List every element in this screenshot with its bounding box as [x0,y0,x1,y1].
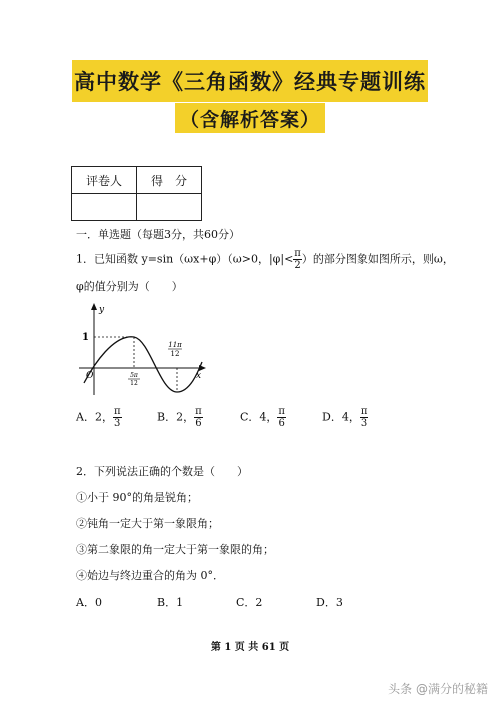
score-table-score-header: 得 分 [137,167,202,194]
graph-label-11pi-den: 12 [170,350,180,358]
graph-sine-curve [84,337,202,392]
q2-option-a[interactable]: A．0 [76,596,102,609]
q1-text-b: ）的部分图象如图所示，则ω， [301,252,454,266]
graph-y-label: y [99,305,105,315]
graph-label-5pi: 5π [130,372,138,379]
q2-option-d[interactable]: D．3 [316,596,343,609]
q2-item-4: ④始边与终边重合的角为 0°． [76,569,224,582]
q1-option-c[interactable]: C．4， $\frac{\pi}{6}$ [240,406,285,429]
q2-item-2: ②钝角一定大于第一象限角； [76,517,219,530]
q2-text: 2．下列说法正确的个数是（ ） [76,465,248,478]
q1-sine-graph [74,300,214,400]
q1-text-a: 1．已知函数 y=sin（ωx+φ）（ω>0，|φ|< [76,252,294,266]
subtitle-banner [0,103,500,133]
score-table-grader-cell [72,194,137,221]
q1-option-b[interactable]: B．2， $\frac{\pi}{6}$ [157,406,202,429]
score-table-grader-header: 评卷人 [72,167,137,194]
q2-option-c[interactable]: C．2 [236,596,263,609]
document-subtitle: （含解析答案） [179,108,320,131]
q2-item-3: ③第二象限的角一定大于第一象限的角； [76,543,274,556]
graph-label-5pi-den: 12 [130,380,138,387]
score-table [71,166,202,221]
title-banner [0,60,500,102]
document-title: 高中数学《三角函数》经典专题训练 [74,69,426,94]
graph-x-label: x [196,371,202,381]
q2-item-1: ①小于 90°的角是锐角； [76,491,198,504]
graph-label-11pi: 11π [168,341,182,349]
q1-option-d[interactable]: D．4， $\frac{\pi}{3}$ [322,406,368,429]
graph-origin-label: O [86,371,94,381]
section-heading: 一．单选题（每题3分，共60分） [76,228,240,241]
page-footer: 第 1 页 共 61 页 [210,642,290,653]
q1-text-line2: φ的值分别为（ ） [76,280,183,293]
score-table-score-cell [137,194,202,221]
q1-option-a[interactable]: A．2， $\frac{\pi}{3}$ [76,406,121,429]
q1-pi-over-two: $\frac{\pi}{2}$ [294,248,301,271]
watermark: 头条 @满分的秘籍 [388,682,488,696]
graph-y-arrow [91,303,97,310]
q2-option-b[interactable]: B．1 [157,596,184,609]
graph-y-tick-1: 1 [82,332,89,343]
q1-text-line1 [76,248,454,271]
